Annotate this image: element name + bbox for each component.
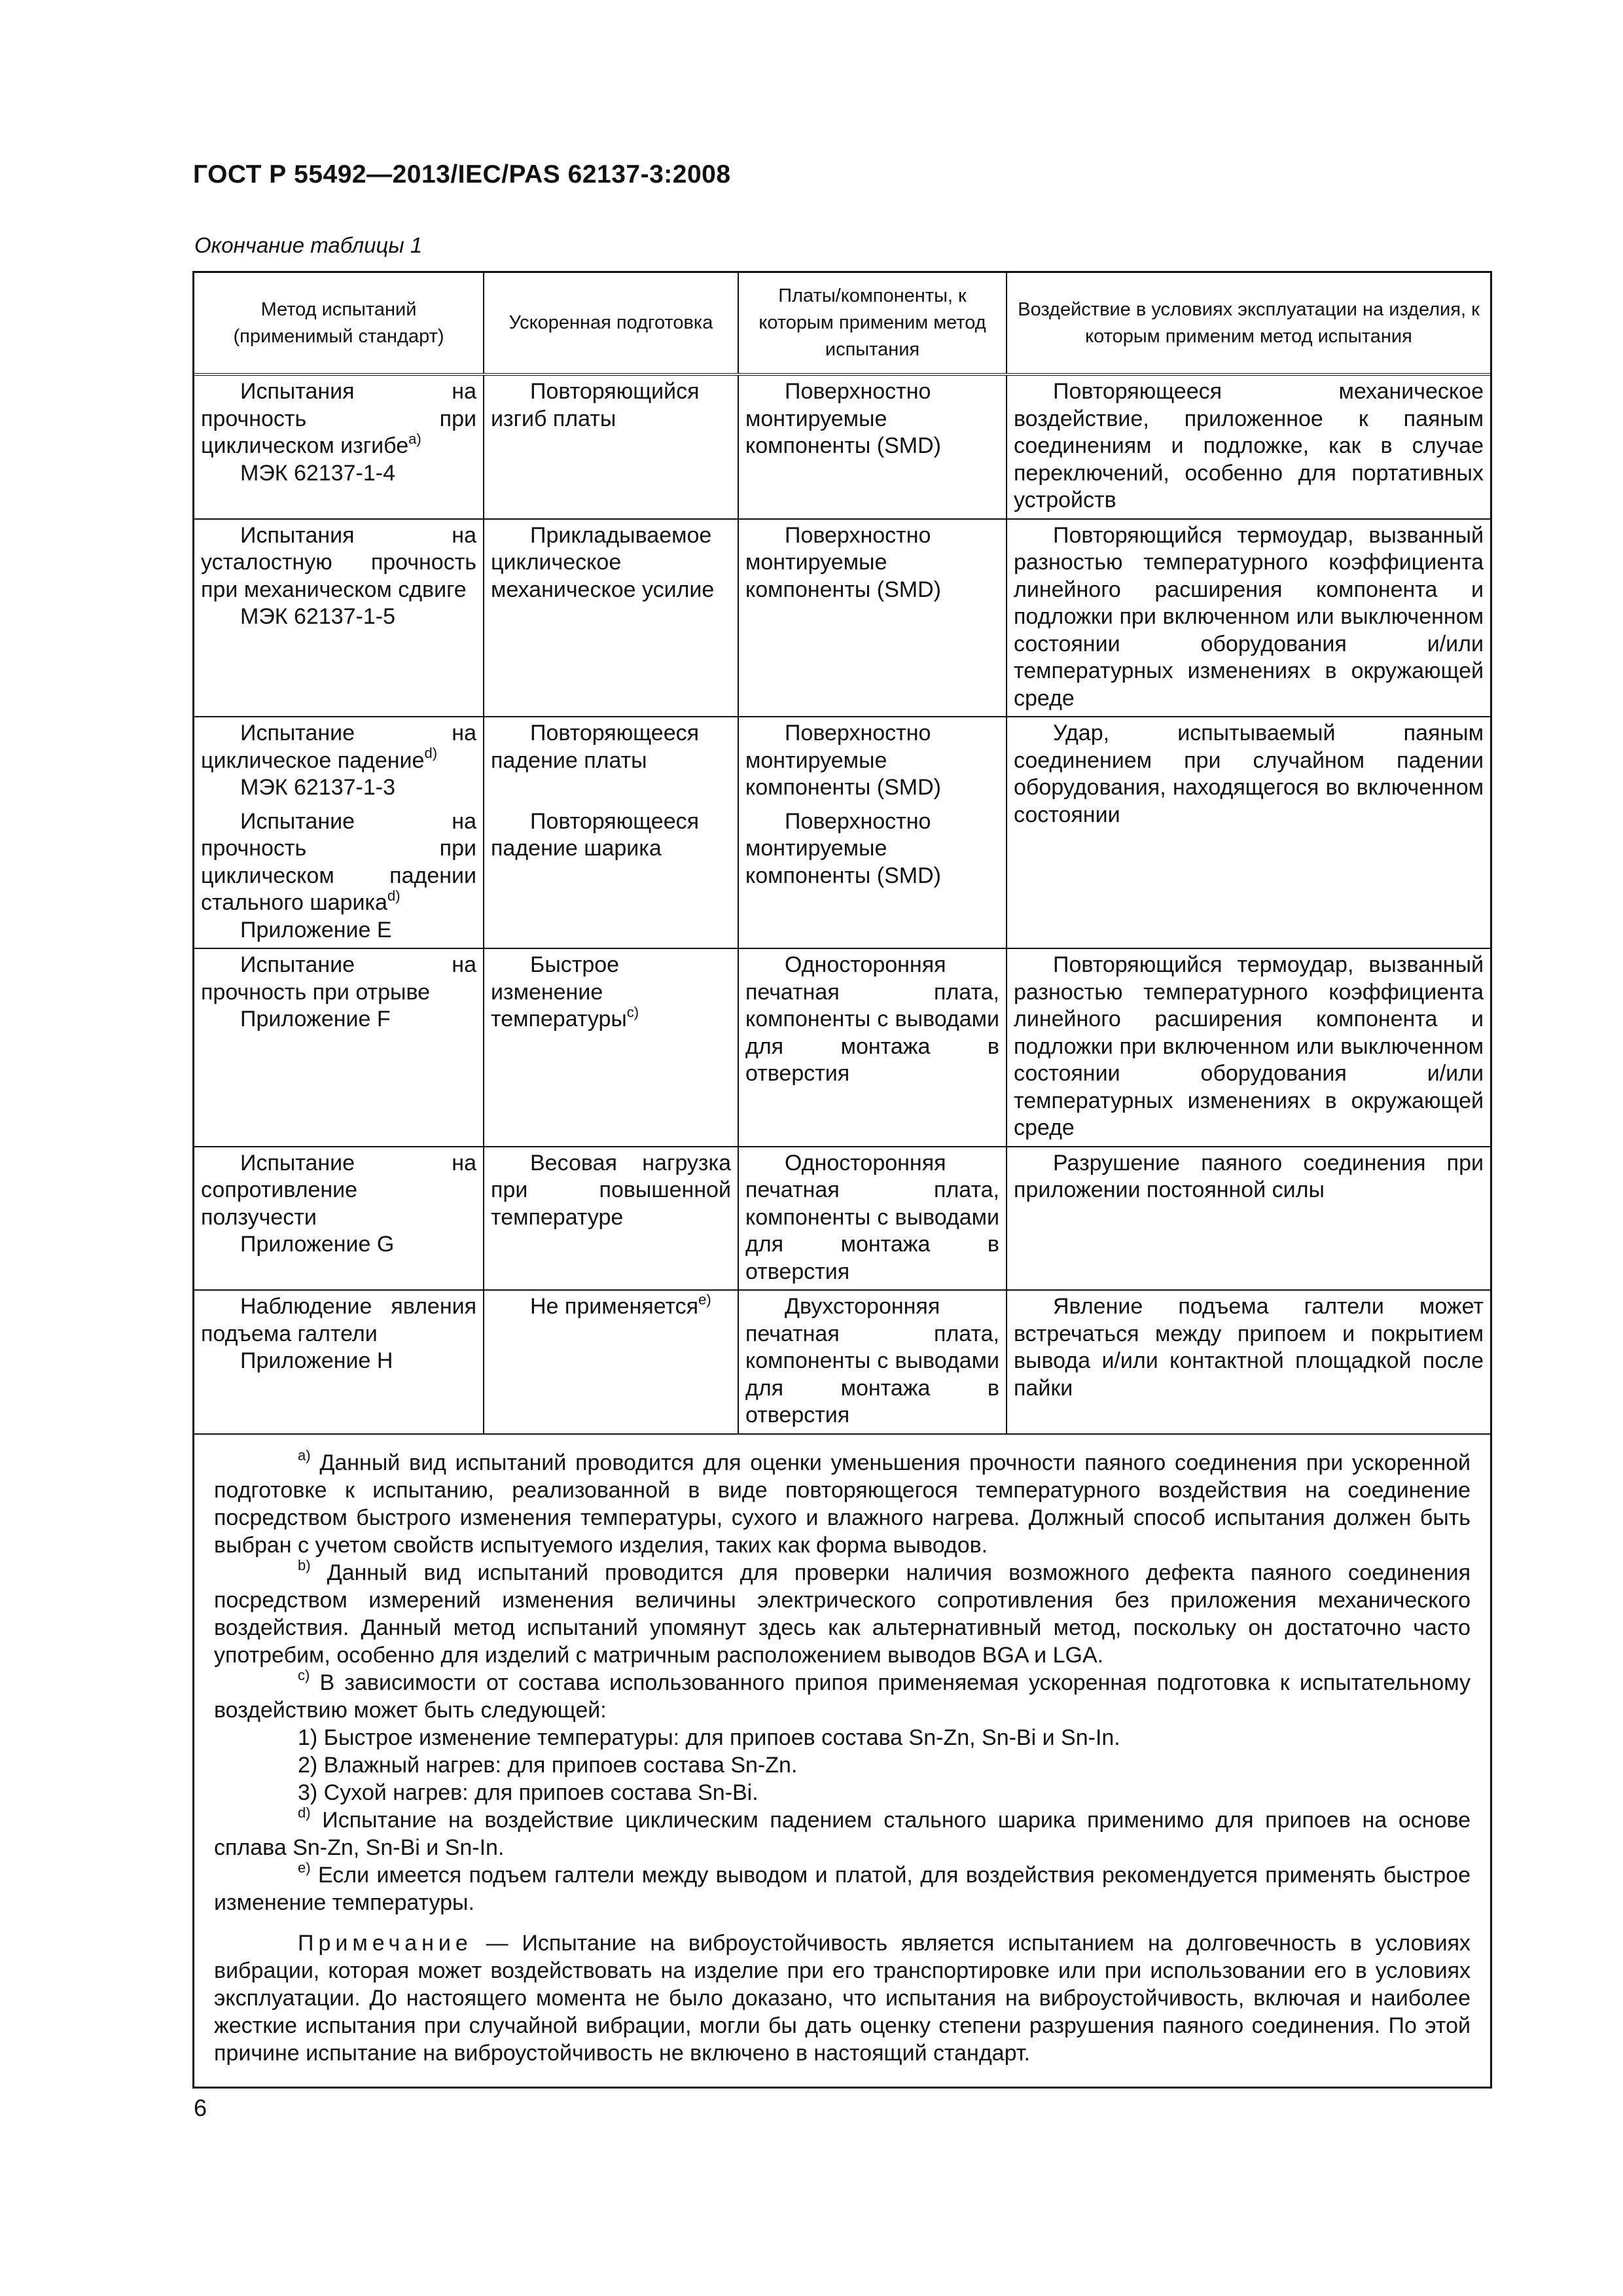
preparation-text: Прикладываемое циклическое механическое усилие: [491, 522, 715, 602]
footnote-a: [214, 1449, 1471, 1559]
footnote-ref: d): [424, 745, 438, 762]
document-title: ГОСТ Р 55492—2013/IEC/PAS 62137-3:2008: [193, 160, 731, 188]
standard-ref: МЭК 62137-1-4: [240, 460, 396, 486]
method-cell: [194, 717, 484, 806]
footnote-list-item: 3) Сухой нагрев: для припоев состава Sn-Bi.: [298, 1780, 758, 1805]
preparation-text: Повторяющееся падение шарика: [491, 808, 700, 861]
method-text: Испытание на циклическое падение: [201, 721, 476, 773]
test-methods-table: [194, 273, 1490, 1433]
boards-text: Поверхностно монтируемые компоненты (SMD): [745, 522, 941, 602]
preparation-cell: [484, 717, 738, 806]
impact-text: Повторяющийся термоудар, вызванный разностью температурного коэффициента линейного расширения компонента и подложки при включенном или выключенном состоянии оборудования и/или температурных изменениях в окружающей среде: [1014, 522, 1484, 711]
preparation-cell: [484, 374, 738, 519]
standard-ref: МЭК 62137-1-5: [240, 604, 396, 629]
table-frame: [192, 271, 1492, 2089]
preparation-cell: [484, 1290, 738, 1433]
table-row: [194, 717, 1490, 806]
column-header-boards: Платы/компоненты, к которым применим метод испытания: [738, 273, 1007, 374]
footnote-e: [214, 1861, 1471, 1916]
boards-text: Поверхностно монтируемые компоненты (SMD): [745, 808, 941, 888]
impact-text: Явление подъема галтели может встречаться между припоем и покрытием вывода и/или контактной площадкой после пайки: [1014, 1294, 1484, 1401]
footnote-text: В зависимости от состава использованного припоя применяемая ускоренная подготовка к испытательному воздействию может быть следующей:: [214, 1670, 1471, 1723]
impact-cell: [1007, 1147, 1490, 1291]
boards-cell: [738, 806, 1007, 949]
table-note: [214, 1929, 1471, 2067]
footnote-mark: b): [298, 1557, 311, 1574]
footnote-ref: d): [387, 887, 401, 904]
table-footnotes: [194, 1433, 1490, 2087]
column-header-method: Метод испытаний (применимый стандарт): [194, 273, 484, 374]
method-text: Испытания на усталостную прочность при механическом сдвиге: [201, 522, 476, 602]
column-header-impact: Воздействие в условиях эксплуатации на изделия, к которым применим метод испытания: [1007, 273, 1490, 374]
impact-text: Удар, испытываемый паяным соединением при случайном падении оборудования, находящегося во включенном состоянии: [1014, 721, 1484, 827]
method-text: Испытание на прочность при циклическом падении стального шарика: [201, 808, 476, 915]
note-label: Примечание: [298, 1930, 473, 1956]
standard-ref: Приложение G: [240, 1232, 395, 1257]
footnote-list-item: 1) Быстрое изменение температуры: для припоев состава Sn-Zn, Sn-Bi и Sn-In.: [298, 1725, 1120, 1750]
footnote-mark: a): [298, 1447, 311, 1464]
method-text: Испытание на прочность при отрыве: [201, 952, 476, 1005]
table-row: [194, 1147, 1490, 1291]
table-row: [194, 374, 1490, 519]
boards-cell: [738, 374, 1007, 519]
page-number: 6: [194, 2094, 207, 2121]
boards-text: Двухсторонняя печатная плата, компоненты с выводами для монтажа в отверстия: [745, 1294, 999, 1427]
impact-cell: [1007, 519, 1490, 717]
boards-text: Поверхностно монтируемые компоненты (SMD): [745, 379, 941, 458]
preparation-text: Не применяется: [530, 1294, 699, 1319]
table-row: [194, 1290, 1490, 1433]
footnote-mark: e): [298, 1859, 311, 1876]
standard-ref: Приложение F: [240, 1007, 391, 1031]
footnote-mark: d): [298, 1804, 311, 1821]
method-cell: [194, 948, 484, 1147]
boards-text: Поверхностно монтируемые компоненты (SMD): [745, 721, 941, 800]
boards-text: Односторонняя печатная плата, компоненты с выводами для монтажа в отверстия: [745, 1150, 999, 1284]
preparation-text: Повторяющееся падение платы: [491, 721, 700, 773]
preparation-cell: [484, 806, 738, 949]
boards-cell: [738, 1290, 1007, 1433]
boards-cell: [738, 948, 1007, 1147]
footnote-c: [214, 1669, 1471, 1724]
method-cell: [194, 1147, 484, 1291]
impact-cell: [1007, 374, 1490, 519]
impact-text: Повторяющийся термоудар, вызванный разностью температурного коэффициента линейного расширения компонента и подложки при включенном или выключенном состоянии оборудования и/или температурных изменениях в окружающей среде: [1014, 952, 1484, 1140]
method-text: Испытания на прочность при циклическом изгибе: [201, 379, 476, 458]
method-cell: [194, 374, 484, 519]
column-header-preparation: Ускоренная подготовка: [484, 273, 738, 374]
footnote-text: Если имеется подъем галтели между выводом и платой, для воздействия рекомендуется применять быстрое изменение температуры.: [214, 1862, 1471, 1915]
footnote-ref: c): [626, 1003, 639, 1020]
standard-ref: Приложение E: [240, 917, 392, 942]
boards-cell: [738, 1147, 1007, 1291]
method-text: Наблюдение явления подъема галтели: [201, 1294, 476, 1346]
impact-text: Повторяющееся механическое воздействие, приложенное к паяным соединениям и подложке, как в случае переключений, особенно для портативных устройств: [1014, 379, 1484, 512]
boards-cell: [738, 519, 1007, 717]
footnote-text: Испытание на воздействие циклическим падением стального шарика применимо для припоев на основе сплава Sn-Zn, Sn-Bi и Sn-In.: [214, 1807, 1471, 1860]
method-cell: [194, 806, 484, 949]
standard-ref: Приложение H: [240, 1348, 393, 1373]
impact-cell: [1007, 1290, 1490, 1433]
preparation-cell: [484, 1147, 738, 1291]
note-text: — Испытание на виброустойчивость является испытанием на долговечность в условиях вибрации, которая может воздействовать на изделие при его транспортировке или при использовании его в условиях эксплуатации. До настоящего момента не было доказано, что испытания на виброустойчивость, включая и наиболее жесткие испытания при случайной вибрации, могли бы дать оценку степени разрушения паяного соединения. По этой причине испытание на виброустойчивость не включено в настоящий стандарт.: [214, 1930, 1471, 2066]
method-cell: [194, 1290, 484, 1433]
footnote-b: [214, 1559, 1471, 1669]
footnote-ref: e): [698, 1291, 711, 1308]
method-text: Испытание на сопротивление ползучести: [201, 1150, 476, 1230]
preparation-text: Повторяющийся изгиб платы: [491, 379, 700, 431]
footnote-mark: c): [298, 1667, 310, 1684]
footnote-text: Данный вид испытаний проводится для проверки наличия возможного дефекта паяного соединения посредством измерений изменения величины электрического сопротивления без приложения механического воздействия. Данный метод испытаний упомянут здесь как альтернативный метод, поскольку он достаточно часто употребим, особенно для изделий с матричным расположением выводов BGA и LGA.: [214, 1560, 1471, 1668]
footnote-ref: a): [408, 430, 421, 447]
table-header-row: [194, 273, 1490, 374]
preparation-text: Весовая нагрузка при повышенной температуре: [491, 1150, 731, 1230]
preparation-cell: [484, 519, 738, 717]
footnote-list-item: 2) Влажный нагрев: для припоев состава Sn-Zn.: [298, 1752, 798, 1778]
table-caption: Окончание таблицы 1: [194, 233, 423, 257]
boards-text: Односторонняя печатная плата, компоненты с выводами для монтажа в отверстия: [745, 952, 999, 1086]
impact-cell: [1007, 948, 1490, 1147]
table-row: [194, 948, 1490, 1147]
preparation-cell: [484, 948, 738, 1147]
boards-cell: [738, 717, 1007, 806]
footnote-d: [214, 1806, 1471, 1861]
impact-text: Разрушение паяного соединения при приложении постоянной силы: [1014, 1150, 1484, 1202]
standard-ref: МЭК 62137-1-3: [240, 775, 396, 800]
impact-cell: [1007, 717, 1490, 948]
footnote-text: Данный вид испытаний проводится для оценки уменьшения прочности паяного соединения при ускоренной подготовке к испытанию, реализованной в виде повторяющегося температурного воздействия на соединение посредством быстрого изменения температуры, сухого и влажного нагрева. Должный способ испытания должен быть выбран с учетом свойств испытуемого изделия, таких как форма выводов.: [214, 1450, 1471, 1558]
table-row: [194, 519, 1490, 717]
preparation-text: Быстрое изменение температуры: [491, 952, 627, 1031]
method-cell: [194, 519, 484, 717]
